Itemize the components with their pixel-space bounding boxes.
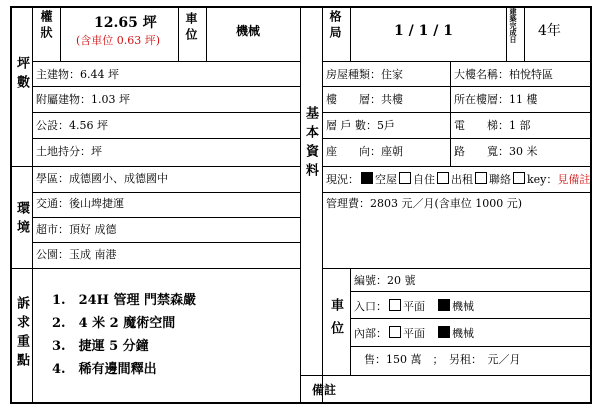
appeal-point: 2. 4 米 2 魔術空間	[52, 316, 176, 331]
attached-building: 附屬建物：1.03 坪	[36, 93, 130, 106]
parking-entrance: 入口： 平面 機械	[354, 300, 474, 313]
parking-inner: 內部： 平面 機械	[354, 327, 474, 340]
status-checkbox-vacant[interactable]	[361, 172, 373, 184]
park: 公園：玉成 南港	[36, 248, 117, 261]
road-width: 路 寬：30 米	[454, 145, 538, 158]
built-label: 建築完成日	[509, 8, 518, 43]
public-area: 公設：4.56 坪	[36, 119, 108, 132]
supermarket: 超市：頂好 成德	[36, 223, 117, 236]
orientation: 座 向：座朝	[326, 145, 403, 158]
appeal-point: 1. 24H 管理 門禁森嚴	[52, 293, 196, 308]
building-name: 大樓名稱：柏悅特區	[454, 68, 553, 81]
parking-header-label: 車位	[184, 12, 198, 44]
management-fee: 管理費：2803 元／月(含車位 1000 元)	[326, 197, 523, 210]
basic-section-label: 基本資料	[303, 106, 318, 182]
parking-header-value: 機械	[236, 24, 261, 38]
appeal-point: 3. 捷運 5 分鐘	[52, 339, 149, 354]
status-checkbox-self-occupied[interactable]	[399, 172, 411, 184]
entrance-flat-checkbox[interactable]	[389, 299, 401, 311]
status-checkbox-rented[interactable]	[437, 172, 449, 184]
floor-located: 所在樓層：11 樓	[454, 93, 538, 106]
status-row: 現況： 空屋 自住 出租 聯絡 key：見備註	[326, 173, 591, 186]
building-age: 4年	[538, 23, 561, 39]
inner-mechanical-checkbox[interactable]	[438, 326, 450, 338]
units-per-floor: 層 戶 數：5戶	[326, 119, 395, 132]
environment-section-label: 環境	[14, 201, 29, 239]
appeal-section-label: 訴求重點	[14, 296, 29, 372]
entrance-mechanical-checkbox[interactable]	[438, 299, 450, 311]
deed-value: 12.65 坪	[94, 15, 157, 31]
house-type: 房屋種類：住家	[326, 68, 403, 81]
parking-price: 售：150 萬 ； 另租： 元／月	[364, 353, 521, 366]
main-building: 主建物：6.44 坪	[36, 68, 119, 81]
floor-type: 樓 層：共樓	[326, 93, 403, 106]
status-note: 見備註	[557, 173, 591, 186]
school-district: 學區：成德國小、成德國中	[36, 172, 168, 185]
deed-note: (含車位 0.63 坪)	[76, 34, 161, 47]
area-section-label: 坪數	[14, 56, 29, 94]
status-checkbox-key[interactable]	[513, 172, 525, 184]
layout-value: 1 / 1 / 1	[394, 23, 453, 39]
appeal-point: 4. 稀有邊間釋出	[52, 362, 157, 377]
status-checkbox-contact[interactable]	[475, 172, 487, 184]
inner-flat-checkbox[interactable]	[389, 326, 401, 338]
transport: 交通：後山埤捷運	[36, 197, 124, 210]
parking-section-label: 車位	[328, 298, 343, 344]
remarks-label: 備註	[312, 383, 337, 397]
land-share: 土地持分：坪	[36, 145, 102, 158]
layout-label: 格局	[328, 10, 342, 42]
parking-number: 編號：20 號	[354, 274, 416, 287]
deed-label: 權狀	[39, 10, 53, 42]
elevator: 電 梯：1 部	[454, 119, 531, 132]
property-info-sheet	[10, 6, 592, 404]
